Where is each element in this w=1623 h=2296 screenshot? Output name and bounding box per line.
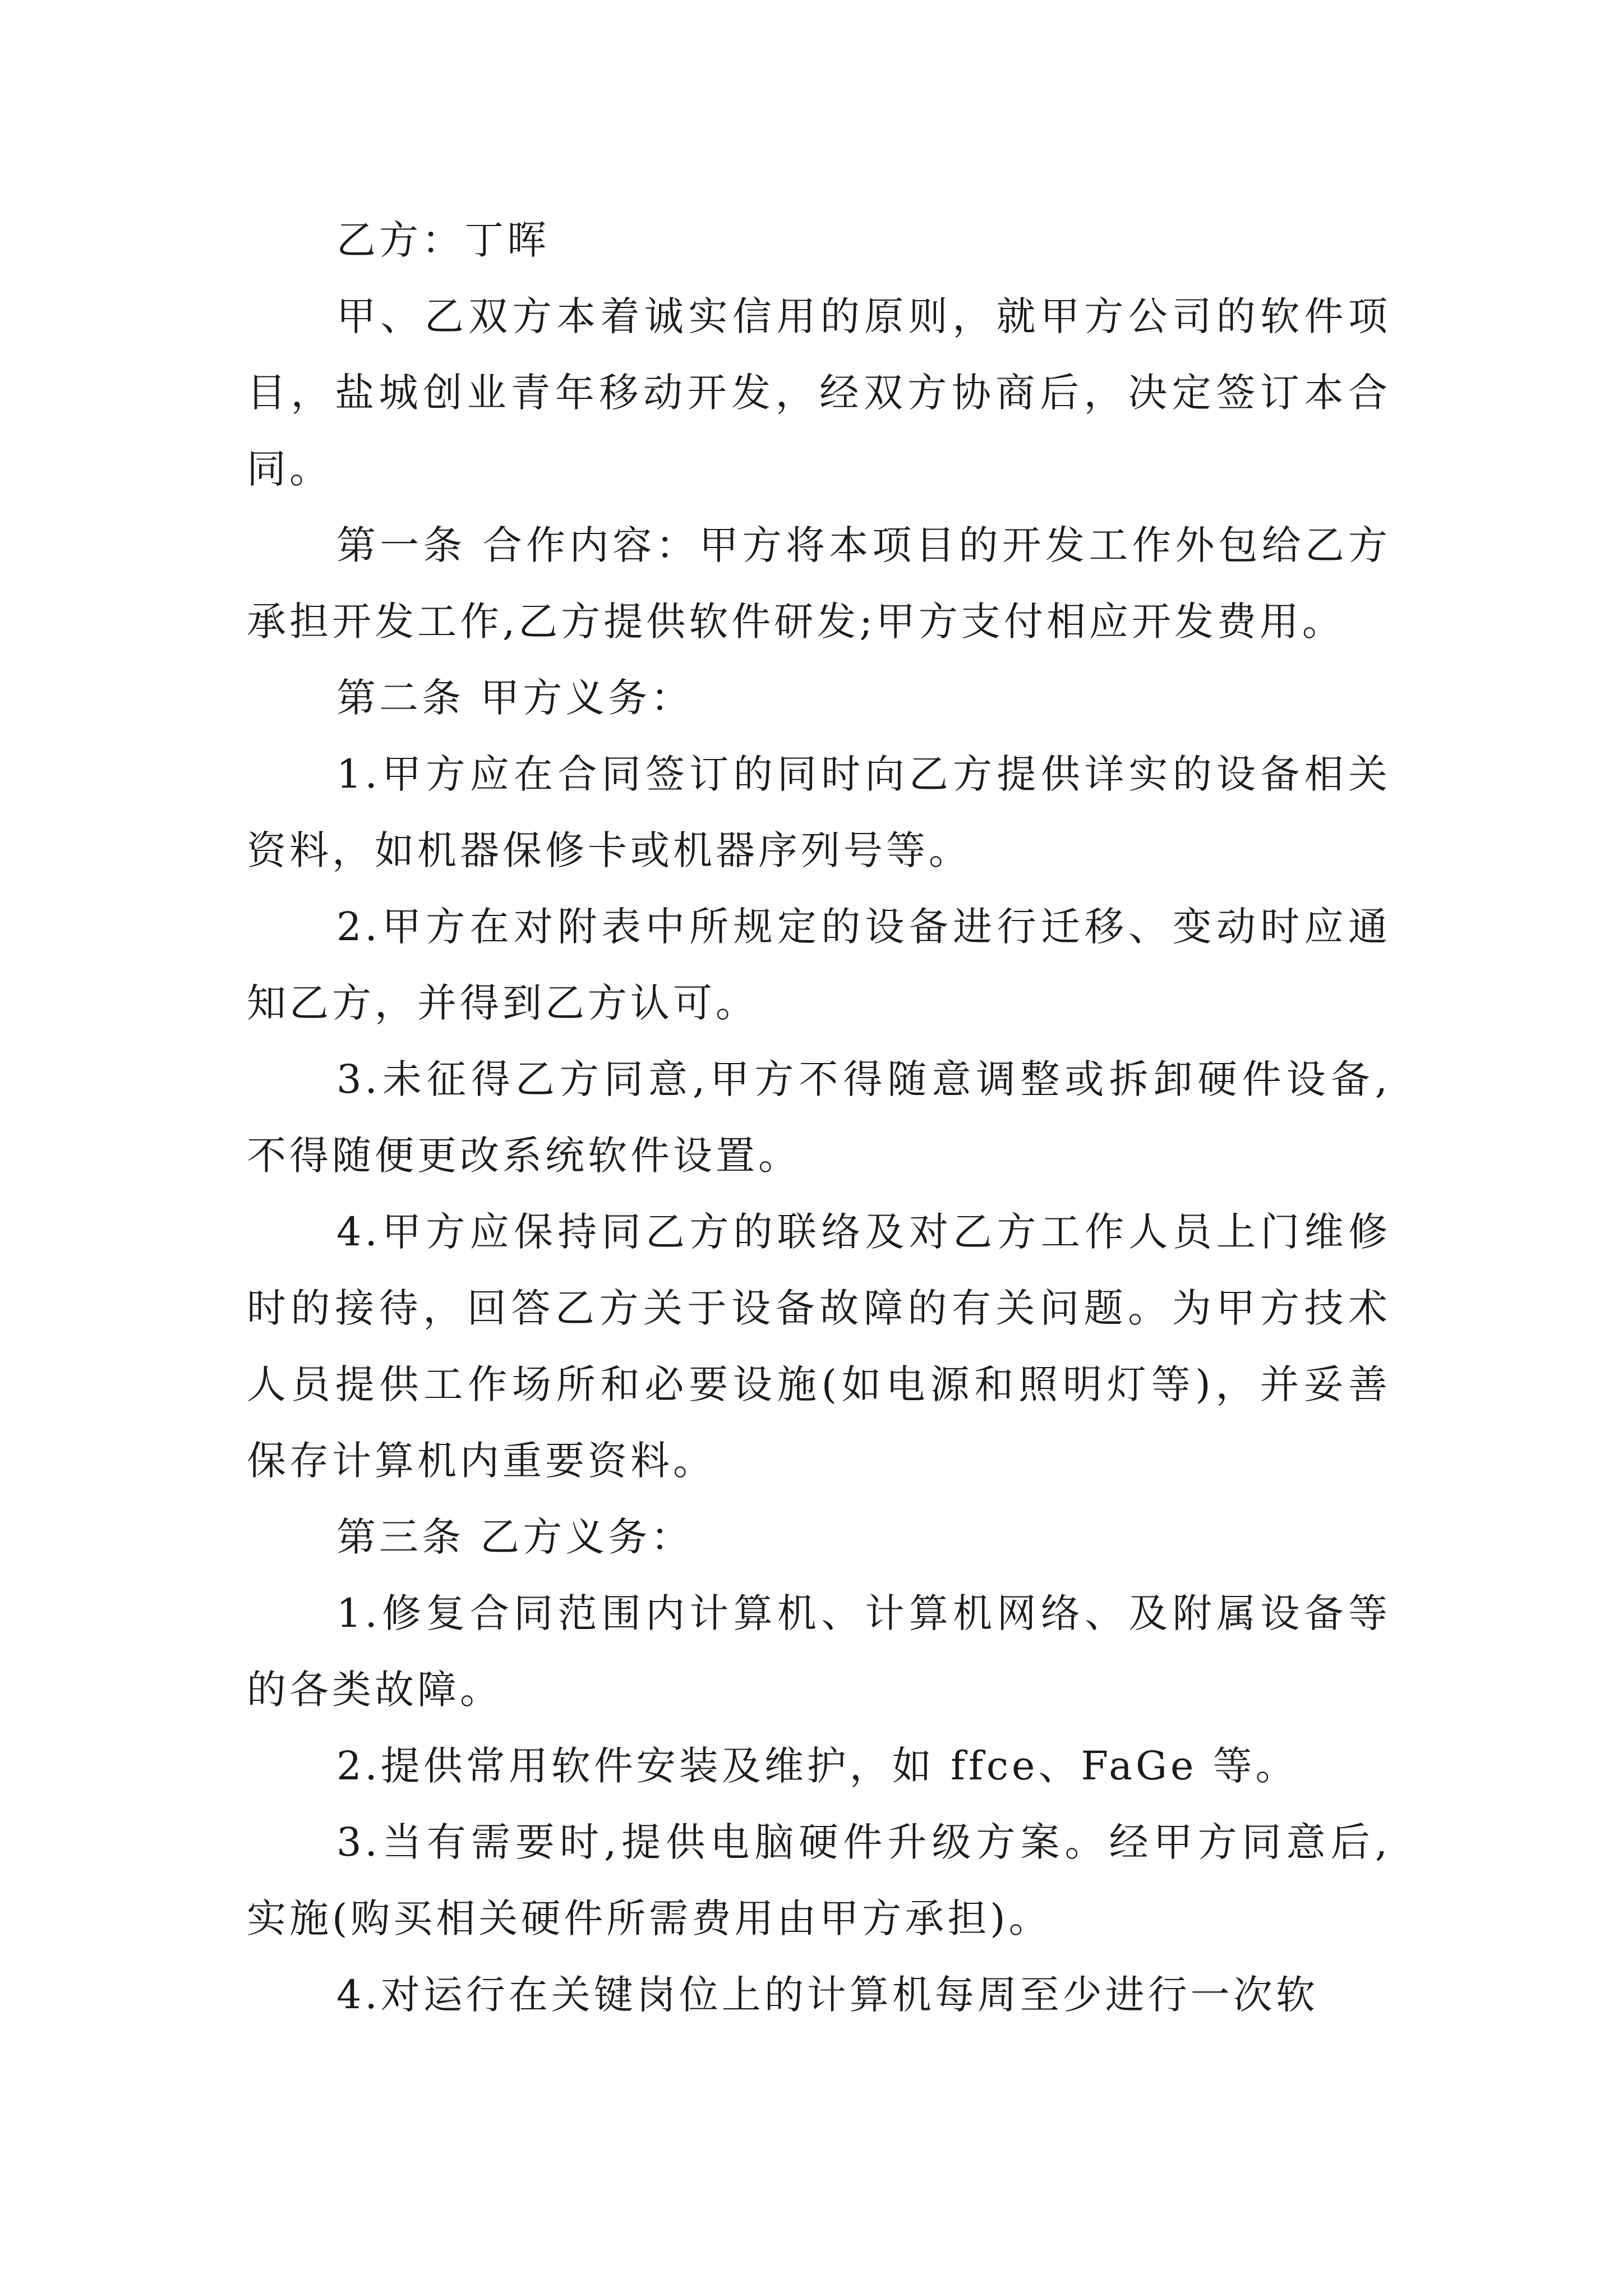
- article-2-item-1: 1.甲方应在合同签订的同时向乙方提供详实的设备相关资料，如机器保修卡或机器序列号等。: [247, 751, 1391, 873]
- article-3-item-3: 3.当有需要时,提供电脑硬件升级方案。经甲方同意后,实施(购买相关硬件所需费用由甲方承担)。: [247, 1819, 1391, 1941]
- article-3-item-2: 2.提供常用软件安装及维护，如 ffce、FaGe 等。: [336, 1743, 1298, 1789]
- article-2-item-3: 3.未征得乙方同意,甲方不得随意调整或拆卸硬件设备,不得随便更改系统软件设置。: [247, 1056, 1391, 1179]
- party-b-line: 乙方：丁晖: [336, 217, 550, 263]
- article-3-item-1: 1.修复合同范围内计算机、计算机网络、及附属设备等的各类故障。: [247, 1590, 1391, 1713]
- article-2-item-2: 2.甲方在对附表中所规定的设备进行迁移、变动时应通知乙方，并得到乙方认可。: [247, 904, 1391, 1026]
- contract-body: [247, 202, 1391, 2033]
- preamble-paragraph: 甲、乙双方本着诚实信用的原则，就甲方公司的软件项目，盐城创业青年移动开发，经双方协商后，决定签订本合同。: [247, 293, 1391, 492]
- article-1-cooperation: 第一条 合作内容：甲方将本项目的开发工作外包给乙方承担开发工作,乙方提供软件研发;甲方支付相应开发费用。: [247, 522, 1391, 645]
- article-2-item-4: 4.甲方应保持同乙方的联络及对乙方工作人员上门维修时的接待，回答乙方关于设备故障的有关问题。为甲方技术人员提供工作场所和必要设施(如电源和照明灯等)，并妥善保存计算机内重要资料。: [247, 1209, 1391, 1484]
- article-3-item-4: 4.对运行在关键岗位上的计算机每周至少进行一次软: [336, 1972, 1318, 2018]
- article-3-heading: 第三条 乙方义务：: [336, 1514, 694, 1560]
- article-2-heading: 第二条 甲方义务：: [336, 675, 694, 721]
